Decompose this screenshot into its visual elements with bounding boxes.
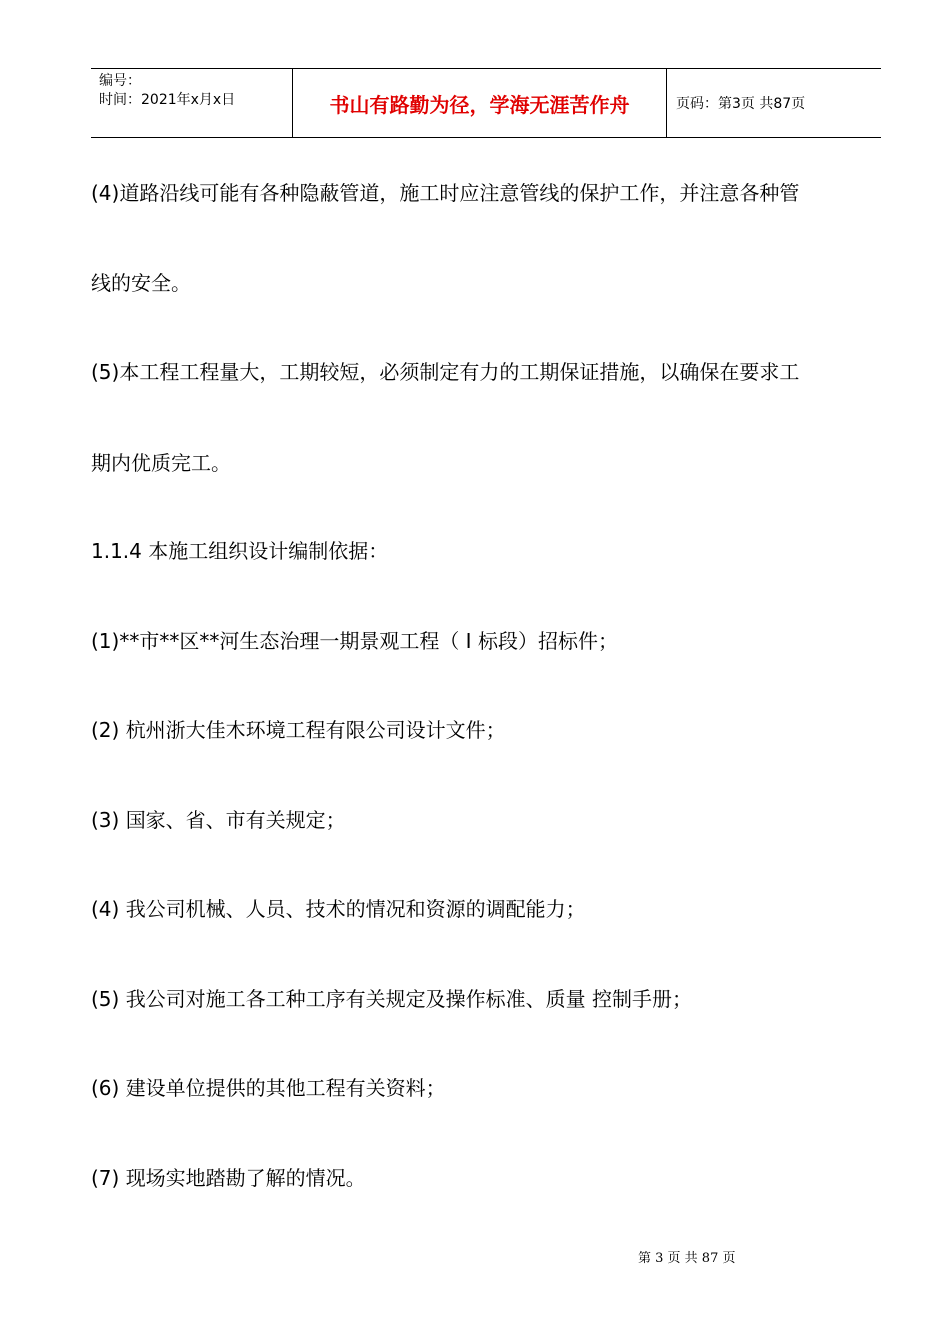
- basis-item: (4) 我公司机械、人员、技术的情况和资源的调配能力；: [91, 897, 586, 921]
- paragraph-line: (5)本工程工程量大，工期较短，必须制定有力的工期保证措施，以确保在要求工: [91, 360, 800, 384]
- document-number-label: 编号：: [99, 73, 141, 89]
- basis-item: (2) 杭州浙大佳木环境工程有限公司设计文件；: [91, 718, 506, 742]
- basis-item: (7) 现场实地踏勘了解的情况。: [91, 1166, 366, 1190]
- document-time-label: 时间：2021年x月x日: [99, 92, 236, 108]
- paragraph-line: 期内优质完工。: [91, 451, 231, 475]
- basis-item: (3) 国家、省、市有关规定；: [91, 808, 346, 832]
- page-footer: 第 3 页 共 87 页: [638, 1251, 736, 1266]
- header-page-code: 页码：第3页 共87页: [676, 96, 806, 112]
- header-info-cell: [91, 69, 292, 137]
- basis-item: (6) 建设单位提供的其他工程有关资料；: [91, 1076, 446, 1100]
- header-motto-cell: [292, 69, 667, 137]
- basis-item: (1)**市**区**河生态治理一期景观工程（ I 标段）招标件；: [91, 629, 618, 653]
- basis-item: (5) 我公司对施工各工种工序有关规定及操作标准、质量 控制手册；: [91, 987, 693, 1011]
- header-motto: 书山有路勤为径，学海无涯苦作舟: [329, 92, 630, 117]
- paragraph-line: (4)道路沿线可能有各种隐蔽管道，施工时应注意管线的保护工作，并注意各种管: [91, 181, 800, 205]
- paragraph-line: 线的安全。: [91, 271, 191, 295]
- page-header: [91, 68, 881, 138]
- section-heading: 1.1.4 本施工组织设计编制依据：: [91, 539, 389, 563]
- header-page-cell: [666, 69, 881, 137]
